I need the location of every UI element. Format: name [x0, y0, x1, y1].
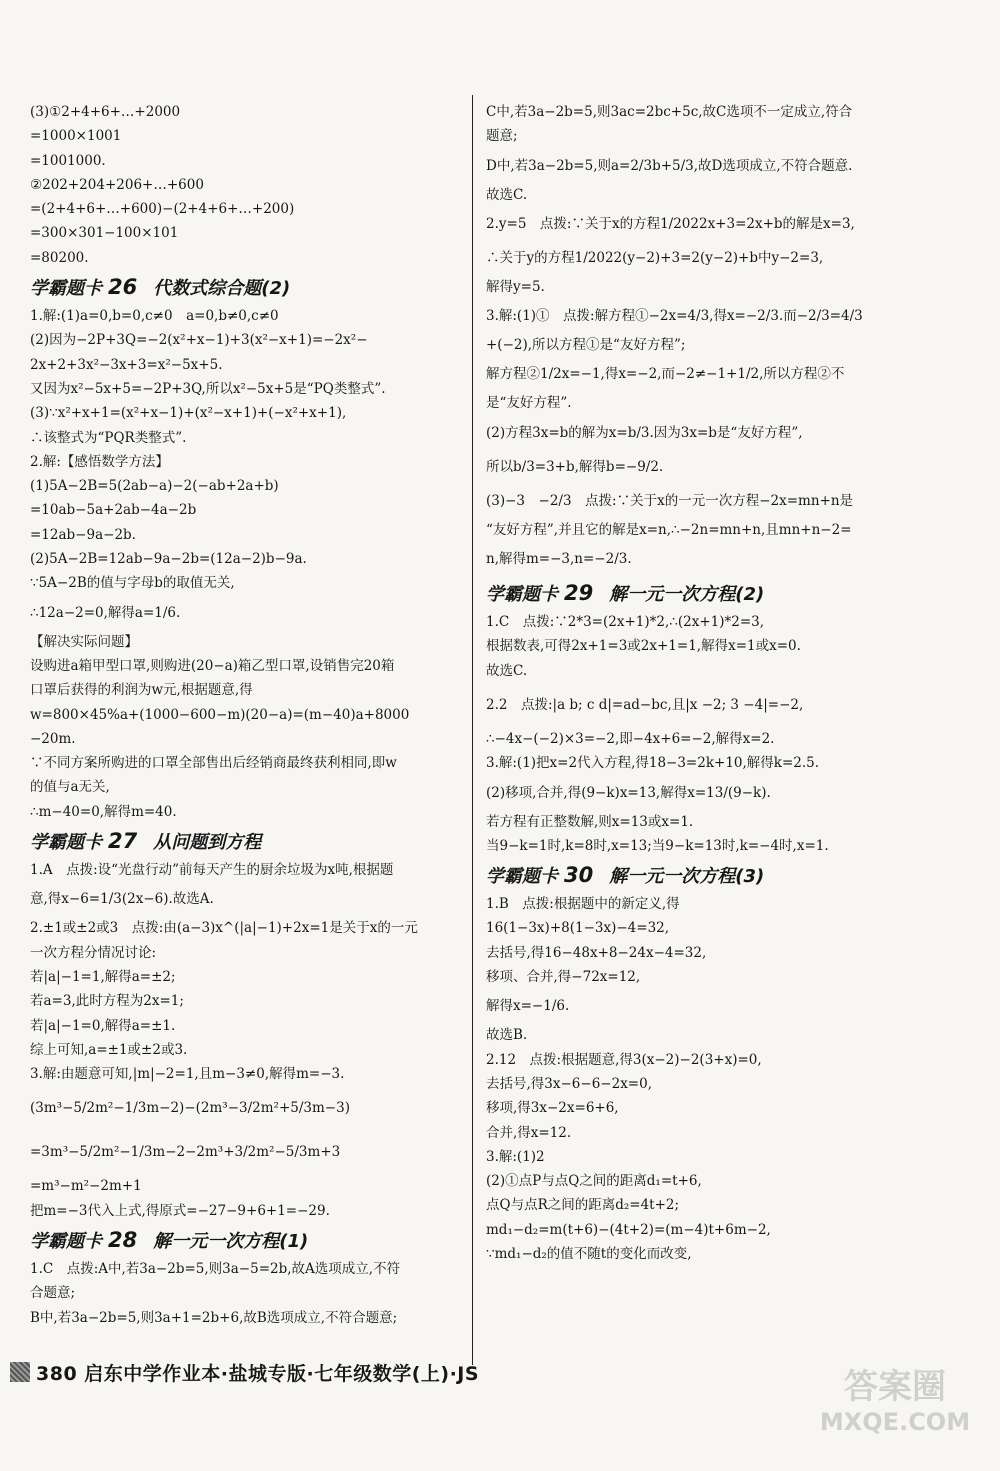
- text-line: 2.12 点拨:根据题意,得3(x−2)−2(3+x)=0,: [486, 1051, 762, 1068]
- text-line: ②202+204+206+…+600: [30, 176, 204, 193]
- section-heading: [30, 270, 480, 304]
- text-line: ∴−4x−(−2)×3=−2,即−4x+6=−2,解得x=2.: [486, 730, 775, 747]
- section-heading: [30, 1223, 480, 1257]
- text-line: =3m³−5/2m²−1/3m−2−2m³+3/2m²−5/3m+3: [30, 1144, 341, 1161]
- page-footer: [10, 1352, 479, 1392]
- text-line: 若a=3,此时方程为2x=1;: [30, 993, 184, 1010]
- text-line: D中,若3a−2b=5,则a=2/3b+5/3,故D选项成立,不符合题意.: [486, 157, 853, 174]
- text-line: =m³−m²−2m+1: [30, 1178, 142, 1195]
- section-heading: [486, 858, 936, 892]
- text-line: 又因为x²−5x+5=−2P+3Q,所以x²−5x+5是“PQ类整式”.: [30, 380, 386, 397]
- text-line: B中,若3a−2b=5,则3a+1=2b+6,故B选项成立,不符合题意;: [30, 1309, 398, 1326]
- text-line: ∵5A−2B的值与字母b的取值无关,: [30, 575, 235, 592]
- text-line: 1.C 点拨:A中,若3a−2b=5,则3a−5=2b,故A选项成立,不符: [30, 1260, 401, 1277]
- text-line: 故选C.: [486, 186, 528, 203]
- text-line: =80200.: [30, 249, 89, 266]
- text-line: =1001000.: [30, 152, 106, 169]
- text-line: 【解决实际问题】: [30, 633, 138, 650]
- text-line: w=800×45%a+(1000−600−m)(20−a)=(m−40)a+8000: [30, 706, 410, 723]
- text-line: 1.A 点拨:设“光盘行动”前每天产生的厨余垃圾为x吨,根据题: [30, 862, 394, 879]
- text-line: 一次方程分情况讨论:: [30, 944, 157, 961]
- heading-number: 27: [108, 829, 138, 854]
- text-line: ∴m−40=0,解得m=40.: [30, 803, 177, 820]
- text-line: 当9−k=1时,k=8时,x=13;当9−k=13时,k=−4时,x=1.: [486, 837, 829, 854]
- text-line: 2.±1或±2或3 点拨:由(a−3)x^(|a|−1)+2x=1是关于x的一元: [30, 920, 418, 937]
- text-line: 解方程②1/2x=−1,得x=−2,而−2≠−1+1/2,所以方程②不: [486, 366, 845, 383]
- text-line: 移项,得3x−2x=6+6,: [486, 1100, 619, 1117]
- text-line: 解得x=−1/6.: [486, 998, 570, 1015]
- left-column: [30, 100, 480, 1330]
- text-line: 1.解:(1)a=0,b=0,c≠0 a=0,b≠0,c≠0: [30, 308, 279, 325]
- heading-number: 26: [108, 275, 138, 300]
- text-line: 若|a|−1=0,解得a=±1.: [30, 1017, 176, 1034]
- text-line: 题意;: [486, 128, 518, 145]
- text-line: 移项、合并,得−72x=12,: [486, 969, 641, 986]
- heading-title: 从问题到方程: [153, 832, 262, 854]
- text-line: =(2+4+6+…+600)−(2+4+6+…+200): [30, 201, 295, 218]
- text-line: (3)∵x²+x+1=(x²+x−1)+(x²−x+1)+(−x²+x+1),: [30, 405, 347, 422]
- text-line: ∴该整式为“PQR类整式”.: [30, 429, 187, 446]
- heading-prefix: 学霸题卡: [486, 866, 558, 888]
- text-line: +(−2),所以方程①是“友好方程”;: [486, 337, 686, 354]
- text-line: 设购进a箱甲型口罩,则购进(20−a)箱乙型口罩,设销售完20箱: [30, 657, 395, 674]
- text-line: 3.解:(1)① 点拨:解方程①−2x=4/3,得x=−2/3.而−2/3=4/3: [486, 308, 863, 325]
- text-line: −20m.: [30, 730, 76, 747]
- text-line: 所以b/3=3+b,解得b=−9/2.: [486, 458, 664, 475]
- text-line: 点Q与点R之间的距离d₂=4t+2;: [486, 1197, 680, 1214]
- text-line: 1.C 点拨:∵2*3=(2x+1)*2,∴(2x+1)*2=3,: [486, 614, 765, 631]
- heading-title: 解一元一次方程(3): [609, 866, 765, 888]
- text-line: 是“友好方程”.: [486, 395, 572, 412]
- text-line: (3)−3 −2/3 点拨:∵关于x的一元一次方程−2x=mn+n是: [486, 492, 854, 509]
- text-line: 2.y=5 点拨:∵关于x的方程1/2022x+3=2x+b的解是x=3,: [486, 215, 855, 232]
- text-line: md₁−d₂=m(t+6)−(4t+2)=(m−4)t+6m−2,: [486, 1221, 771, 1238]
- text-line: “友好方程”,并且它的解是x=n,∴−2n=mn+n,且mn+n−2=: [486, 521, 852, 538]
- text-line: =300×301−100×101: [30, 225, 179, 242]
- text-line: 意,得x−6=1/3(2x−6).故选A.: [30, 891, 214, 908]
- text-line: 若方程有正整数解,则x=13或x=1.: [486, 813, 694, 830]
- heading-number: 30: [564, 863, 594, 888]
- section-heading: [30, 824, 480, 858]
- text-line: ∴12a−2=0,解得a=1/6.: [30, 604, 181, 621]
- heading-number: 28: [108, 1227, 138, 1252]
- text-line: (2)因为−2P+3Q=−2(x²+x−1)+3(x²−x+1)=−2x²−: [30, 332, 368, 349]
- text-line: (3m³−5/2m²−1/3m−2)−(2m³−3/2m²+5/3m−3): [30, 1100, 350, 1117]
- text-line: ∵md₁−d₂的值不随t的变化而改变,: [486, 1246, 692, 1263]
- text-line: (2)移项,合并,得(9−k)x=13,解得x=13/(9−k).: [486, 784, 771, 801]
- text-line: 3.解:(1)2: [486, 1148, 545, 1165]
- heading-prefix: 学霸题卡: [30, 832, 102, 854]
- text-line: 的值与a无关,: [30, 779, 110, 796]
- text-line: =1000×1001: [30, 128, 122, 145]
- text-line: 3.解:由题意可知,|m|−2=1,且m−3≠0,解得m=−3.: [30, 1066, 345, 1083]
- footer-block-icon: [10, 1362, 30, 1382]
- watermark-logo-text: 答案圈: [844, 1367, 946, 1407]
- text-line: 合并,得x=12.: [486, 1124, 572, 1141]
- text-line: 口罩后获得的利润为w元,根据题意,得: [30, 682, 253, 699]
- text-line: 16(1−3x)+8(1−3x)−4=32,: [486, 920, 670, 937]
- text-line: 解得y=5.: [486, 278, 545, 295]
- text-line: 综上可知,a=±1或±2或3.: [30, 1041, 188, 1058]
- heading-number: 29: [564, 581, 594, 606]
- text-line: (3)①2+4+6+…+2000: [30, 104, 181, 120]
- watermark-logo: [810, 1359, 980, 1449]
- text-line: 2.2 点拨:|a b; c d|=ad−bc,且|x −2; 3 −4|=−2,: [486, 696, 804, 713]
- text-line: =10ab−5a+2ab−4a−2b: [30, 502, 197, 519]
- text-line: 故选C.: [486, 662, 528, 679]
- text-line: ∵不同方案所购进的口罩全部售出后经销商最终获利相同,即w: [30, 755, 397, 772]
- text-line: (2)①点P与点Q之间的距离d₁=t+6,: [486, 1173, 702, 1190]
- text-line: (2)5A−2B=12ab−9a−2b=(12a−2)b−9a.: [30, 551, 307, 568]
- text-line: C中,若3a−2b=5,则3ac=2bc+5c,故C选项不一定成立,符合: [486, 104, 853, 120]
- heading-title: 解一元一次方程(2): [609, 584, 765, 606]
- text-line: 3.解:(1)把x=2代入方程,得18−3=2k+10,解得k=2.5.: [486, 755, 820, 772]
- text-line: 若|a|−1=1,解得a=±2;: [30, 968, 176, 985]
- text-line: (1)5A−2B=5(2ab−a)−2(−ab+2a+b): [30, 478, 279, 495]
- heading-title: 解一元一次方程(1): [153, 1230, 309, 1252]
- watermark-url: MXQE.COM: [819, 1408, 971, 1436]
- heading-prefix: 学霸题卡: [486, 584, 558, 606]
- text-line: 2x+2+3x²−3x+3=x²−5x+5.: [30, 356, 223, 373]
- text-line: 去括号,得16−48x+8−24x−4=32,: [486, 944, 707, 961]
- column-divider: [472, 95, 473, 1365]
- section-heading: [486, 576, 936, 610]
- text-line: n,解得m=−3,n=−2/3.: [486, 551, 632, 568]
- heading-title: 代数式综合题(2): [153, 278, 291, 300]
- text-line: (2)方程3x=b的解为x=b/3.因为3x=b是“友好方程”,: [486, 424, 803, 441]
- text-line: 合题意;: [30, 1285, 76, 1302]
- text-line: 根据数表,可得2x+1=3或2x+1=1,解得x=1或x=0.: [486, 638, 801, 655]
- right-column: [486, 100, 936, 1266]
- text-line: 1.B 点拨:根据题中的新定义,得: [486, 896, 680, 913]
- text-line: ∴关于y的方程1/2022(y−2)+3=2(y−2)+b中y−2=3,: [486, 249, 824, 266]
- heading-prefix: 学霸题卡: [30, 1230, 102, 1252]
- text-line: 把m=−3代入上式,得原式=−27−9+6+1=−29.: [30, 1202, 330, 1219]
- heading-prefix: 学霸题卡: [30, 278, 102, 300]
- text-line: =12ab−9a−2b.: [30, 526, 136, 543]
- text-line: 故选B.: [486, 1027, 528, 1044]
- footer-text: 380 启东中学作业本·盐城专版·七年级数学(上)·JS: [36, 1362, 480, 1385]
- text-line: 去括号,得3x−6−6−2x=0,: [486, 1075, 653, 1092]
- text-line: 2.解:【感悟数学方法】: [30, 453, 169, 470]
